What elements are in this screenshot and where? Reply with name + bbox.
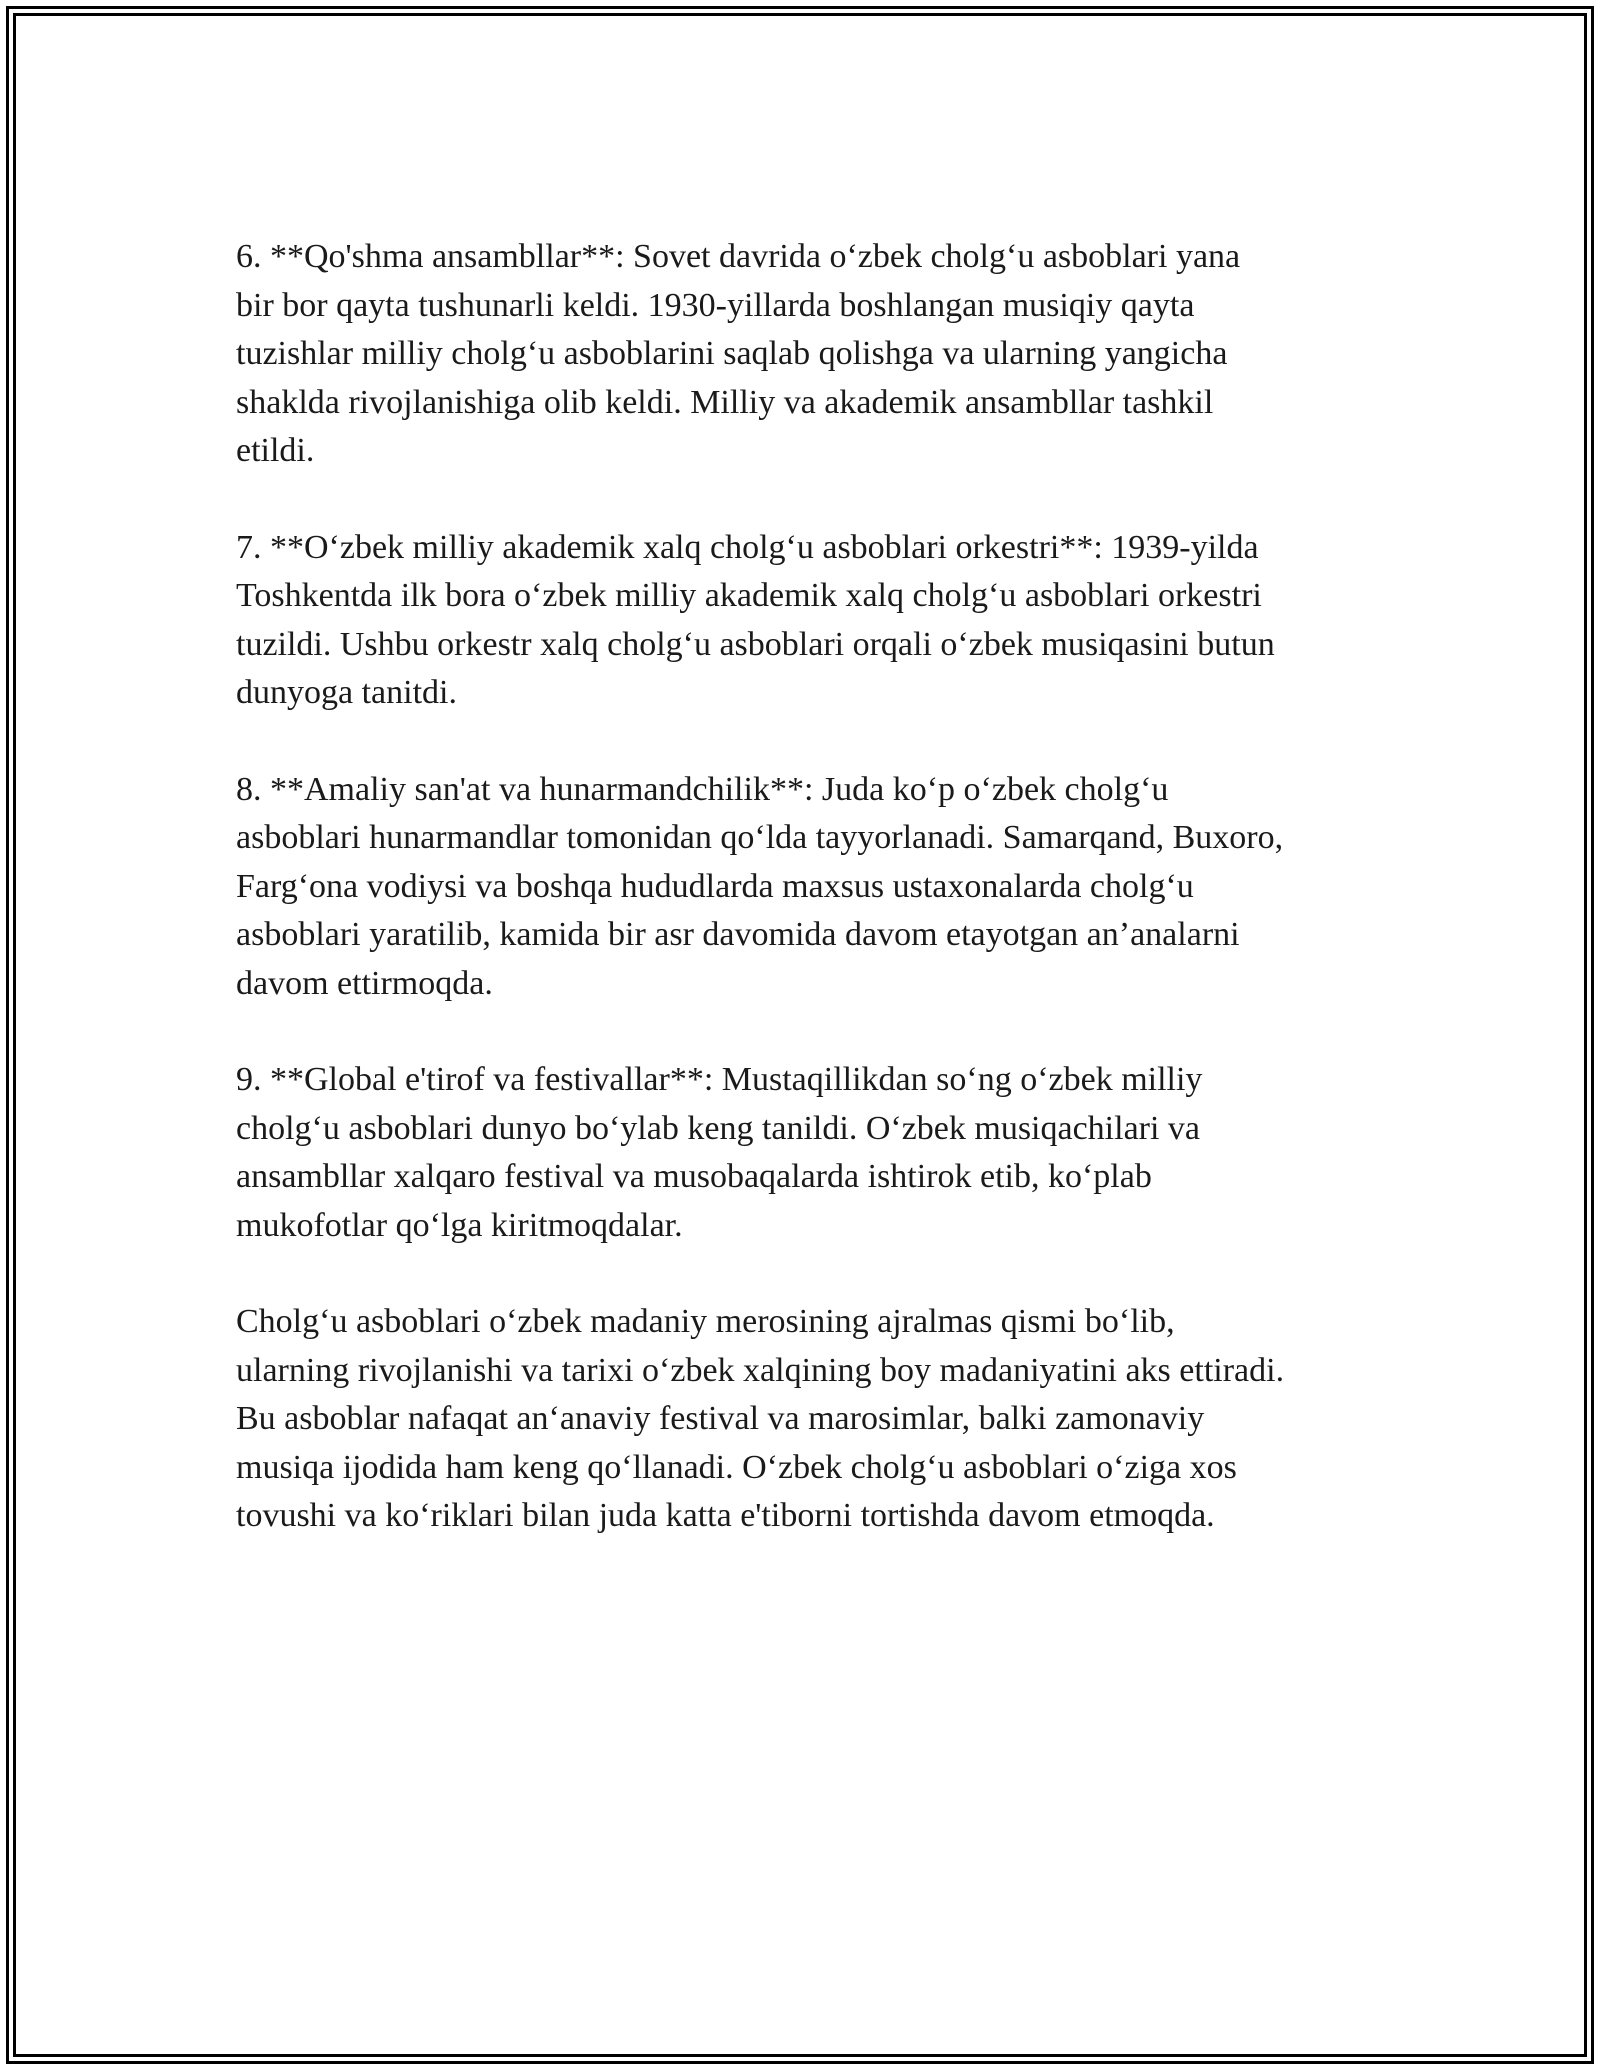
text-line: tuzishlar milliy cholg‘u asboblarini saqlab qolishga va ularning yangicha <box>236 335 1228 372</box>
text-line: ansambllar xalqaro festival va musobaqalarda ishtirok etib, ko‘plab <box>236 1158 1152 1195</box>
text-line: 7. **O‘zbek milliy akademik xalq cholg‘u asboblari orkestri**: 1939-yilda <box>236 528 1259 566</box>
text-line: ularning rivojlanishi va tarixi o‘zbek xalqining boy madaniyatini aks ettiradi. <box>236 1351 1285 1389</box>
paragraph-6-qoshma-ansambllar <box>236 233 1376 476</box>
paragraph-8-amaliy-sanat <box>236 766 1376 1009</box>
text-line: Farg‘ona vodiysi va boshqa hududlarda maxsus ustaxonalarda cholg‘u <box>236 867 1194 905</box>
paragraph-conclusion <box>236 1298 1376 1541</box>
paragraph-9-global-etirof <box>236 1056 1376 1250</box>
text-line: mukofotlar qo‘lga kiritmoqdalar. <box>236 1206 683 1244</box>
document-body <box>236 233 1376 1589</box>
text-line: etildi. <box>236 432 315 469</box>
text-line: cholg‘u asboblari dunyo bo‘ylab keng tanildi. O‘zbek musiqachilari va <box>236 1109 1201 1147</box>
text-line: asboblari yaratilib, kamida bir asr davomida davom etayotgan an’analarni <box>236 916 1240 953</box>
text-line: asboblari hunarmandlar tomonidan qo‘lda tayyorlanadi. Samarqand, Buxoro, <box>236 819 1284 856</box>
text-line: Cholg‘u asboblari o‘zbek madaniy merosining ajralmas qismi bo‘lib, <box>236 1303 1175 1340</box>
text-line: 9. **Global e'tirof va festivallar**: Mustaqillikdan so‘ng o‘zbek milliy <box>236 1061 1203 1098</box>
text-line: bir bor qayta tushunarli keldi. 1930-yillarda boshlangan musiqiy qayta <box>236 286 1195 324</box>
text-line: 8. **Amaliy san'at va hunarmandchilik**: Juda ko‘p o‘zbek cholg‘u <box>236 770 1169 808</box>
text-line: 6. **Qo'shma ansambllar**: Sovet davrida o‘zbek cholg‘u asboblari yana <box>236 238 1241 275</box>
text-line: dunyoga tanitdi. <box>236 674 457 711</box>
paragraph-7-orkestr <box>236 524 1376 718</box>
text-line: Toshkentda ilk bora o‘zbek milliy akademik xalq cholg‘u asboblari orkestri <box>236 577 1262 614</box>
text-line: musiqa ijodida ham keng qo‘llanadi. O‘zbek cholg‘u asboblari o‘ziga xos <box>236 1448 1237 1486</box>
text-line: tuzildi. Ushbu orkestr xalq cholg‘u asboblari orqali o‘zbek musiqasini butun <box>236 625 1275 663</box>
text-line: Bu asboblar nafaqat an‘anaviy festival va marosimlar, balki zamonaviy <box>236 1400 1205 1437</box>
text-line: tovushi va ko‘riklari bilan juda katta e'tiborni tortishda davom etmoqda. <box>236 1497 1215 1534</box>
text-line: shaklda rivojlanishiga olib keldi. Milliy va akademik ansambllar tashkil <box>236 383 1214 421</box>
text-line: davom ettirmoqda. <box>236 964 493 1002</box>
